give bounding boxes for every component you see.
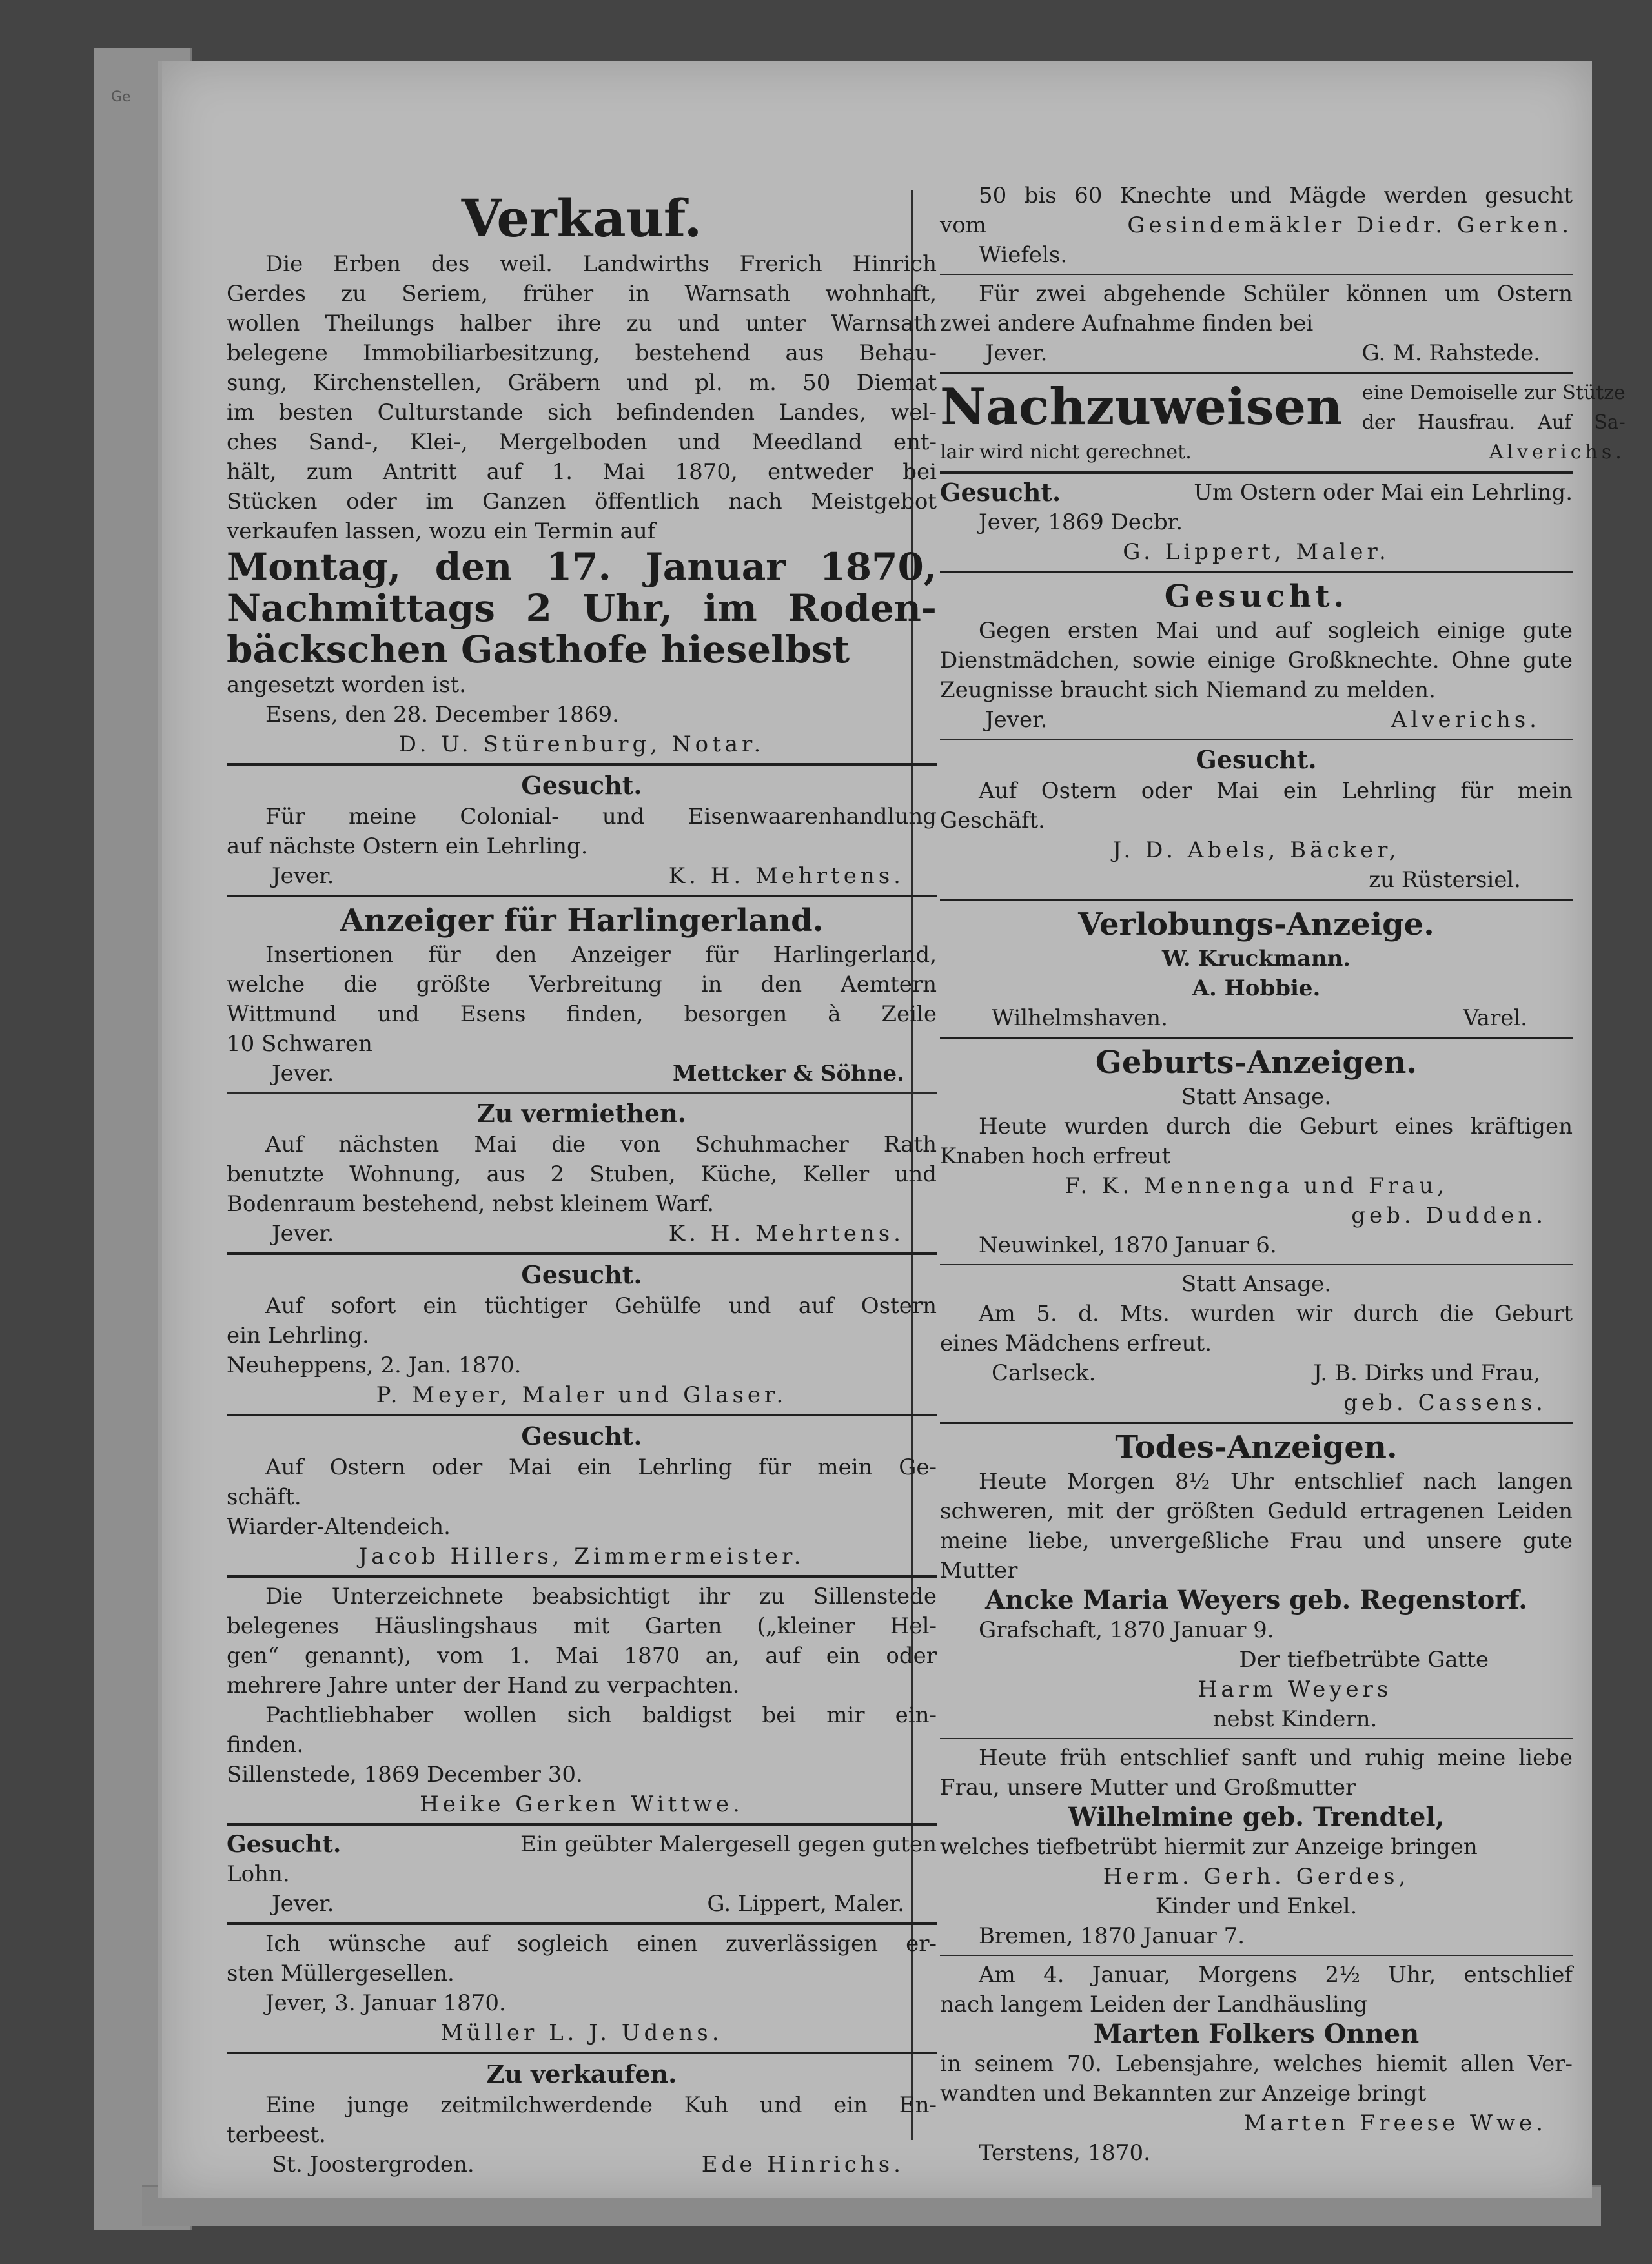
ad-divider — [227, 2052, 937, 2054]
ad-text-line — [940, 210, 1573, 240]
ad-text-line — [940, 478, 1573, 507]
ad-text-line — [227, 1830, 937, 1859]
ad-text-line: nach langem Leiden der Landhäusling — [940, 1992, 1368, 2017]
ad-signature: G. M. Rahstede. — [1361, 340, 1540, 366]
ad-tod-2 — [940, 1743, 1573, 1951]
ad-vermiethen — [227, 1097, 937, 1249]
ad-signature: geb. Cassens. — [1343, 1390, 1547, 1416]
ad-place: Carlseck. — [992, 1360, 1096, 1386]
ad-text-line: 10 Schwaren — [227, 1031, 372, 1057]
ad-knechte — [940, 181, 1573, 270]
ad-signature-row — [940, 1003, 1573, 1033]
ad-divider — [940, 1422, 1573, 1424]
ad-title: Zu vermiethen. — [477, 1099, 686, 1128]
ad-schueler — [940, 279, 1573, 368]
ad-text-line: Eine junge zeitmilchwerdende Kuh und ein En- — [265, 2092, 937, 2118]
ad-signature-row — [940, 338, 1573, 368]
ad-text-line: Knaben hoch erfreut — [940, 1143, 1171, 1169]
ad-statt: Statt Ansage. — [1181, 1084, 1332, 1110]
ad-nachzuweisen — [940, 378, 1626, 467]
ad-title: Gesucht. — [940, 478, 1061, 507]
ad-divider — [940, 471, 1573, 474]
ad-place-date: Terstens, 1870. — [979, 2140, 1150, 2166]
ad-muellergesell — [227, 1929, 937, 2048]
ad-text-line: Gerdes zu Seriem, früher in Warnsath wohnhaft, — [227, 281, 937, 307]
ad-signature-row — [940, 1358, 1573, 1388]
ad-text-line: eines Mädchens erfreut. — [940, 1331, 1212, 1356]
ad-text-line: Auf Ostern oder Mai ein Lehrling für mein Ge- — [265, 1454, 937, 1480]
ad-divider — [940, 899, 1573, 901]
ad-text-line: Wittmund und Esens finden, besorgen à Zeile — [227, 1001, 937, 1027]
ad-text-line: im besten Culturstande sich befindenden Landes, wel- — [227, 400, 937, 425]
ad-text-line: Mutter — [940, 1558, 1018, 1584]
ad-place: Jever. — [272, 1221, 334, 1247]
ad-gesucht-colonial — [227, 770, 937, 891]
ad-text-line: Ich wünsche auf sogleich einen zuverlässigen er- — [265, 1931, 937, 1957]
ad-text-line: schweren, mit der größten Geduld ertragenen Leiden — [940, 1498, 1573, 1524]
ad-title: Verlobungs-Anzeige. — [1078, 906, 1434, 943]
ad-place: Jever. — [272, 1061, 334, 1086]
ad-place-date: Jever, 3. Januar 1870. — [265, 1990, 506, 2016]
ad-tod-3 — [940, 1960, 1573, 2168]
ad-title: Anzeiger für Harlingerland. — [340, 903, 824, 939]
ad-signature: Kinder und Enkel. — [1155, 1893, 1358, 1919]
ad-gesucht-gehuelfe — [227, 1259, 937, 1410]
ad-signature: Marten Freese Wwe. — [1243, 2110, 1547, 2136]
ad-divider — [940, 1955, 1573, 1956]
ad-signature: Harm Weyers — [1198, 1677, 1392, 1702]
ad-place-date: Neuheppens, 2. Jan. 1870. — [227, 1352, 522, 1378]
ad-divider — [227, 1922, 937, 1925]
ad-divider — [227, 895, 937, 897]
ad-text-line: Heute Morgen 8½ Uhr entschlief nach langen — [979, 1469, 1573, 1494]
ad-text-line: Bodenraum bestehend, nebst kleinem Warf. — [227, 1191, 715, 1217]
ad-text-line: Für meine Colonial- und Eisenwaarenhandlung — [265, 804, 937, 830]
ad-text-line: wollen Theilungs halber ihre zu und unter Warnsath — [227, 311, 937, 336]
ad-signature: G. Lippert, Maler. — [1123, 539, 1390, 565]
ad-signature: nebst Kindern. — [1212, 1706, 1378, 1732]
ad-place-date: Jever, 1869 Decbr. — [979, 509, 1183, 535]
ad-name: A. Hobbie. — [1192, 975, 1321, 1001]
ad-text-line: belegene Immobiliarbesitzung, bestehend aus Behau- — [227, 340, 937, 366]
ad-signature-row — [227, 1059, 937, 1088]
ad-place: St. Joostergroden. — [272, 2152, 474, 2177]
ad-text-line: meine liebe, unvergeßliche Frau und unsere gute — [940, 1528, 1573, 1554]
ad-signature: Alverichs. — [1489, 441, 1626, 464]
ad-title: Gesucht. — [521, 1422, 642, 1451]
ad-place-date: Esens, den 28. December 1869. — [265, 702, 619, 728]
ad-text-line: Heute früh entschlief sanft und ruhig meine liebe — [979, 1745, 1573, 1771]
ad-signature: Mettcker & Söhne. — [673, 1061, 904, 1086]
ad-gesucht-malergesell — [227, 1830, 937, 1919]
ad-place: Jever. — [985, 707, 1048, 733]
ad-text-line: Zeugnisse braucht sich Niemand zu melden. — [940, 677, 1436, 703]
ad-name: Wilhelmine geb. Trendtel, — [1068, 1802, 1445, 1832]
ad-geburt-2 — [940, 1269, 1573, 1418]
ad-divider — [940, 1738, 1573, 1739]
ad-title: Gesucht. — [521, 1260, 642, 1289]
ad-pacht — [227, 1582, 937, 1819]
ad-text-line: Heute wurden durch die Geburt eines kräftigen — [979, 1114, 1573, 1139]
ad-divider — [940, 274, 1573, 275]
ad-text-line: mehrere Jahre unter der Hand zu verpachten. — [227, 1673, 740, 1698]
ad-divider — [940, 1037, 1573, 1039]
ad-text-line: Geschäft. — [940, 808, 1045, 833]
ad-signature: J. D. Abels, Bäcker, — [1112, 837, 1400, 863]
ad-divider — [227, 1252, 937, 1255]
ad-text-line: der Hausfrau. Auf Sa- — [1361, 411, 1626, 434]
ad-text: Um Ostern oder Mai ein Lehrling. — [1194, 480, 1573, 505]
ad-text-line: welches tiefbetrübt hiermit zur Anzeige bringen — [940, 1834, 1478, 1860]
ad-signature: Jacob Hillers, Zimmermeister. — [358, 1544, 805, 1569]
ad-title: Gesucht. — [521, 771, 642, 800]
ad-text-line: auf nächste Ostern ein Lehrling. — [227, 833, 588, 859]
ad-text-line: wandten und Bekannten zur Anzeige bringt — [940, 2081, 1427, 2106]
ad-text-line: Die Unterzeichnete beabsichtigt ihr zu Sillenstede — [265, 1584, 937, 1609]
ad-signature: Heike Gerken Wittwe. — [420, 1791, 744, 1817]
ad-title: Zu verkaufen. — [486, 2059, 677, 2088]
ad-gesucht-dienstmaedchen — [940, 577, 1573, 735]
ad-text-line: sung, Kirchenstellen, Gräbern und pl. m. 50 Diemat — [227, 370, 937, 396]
ad-place-date: Grafschaft, 1870 Januar 9. — [979, 1617, 1274, 1643]
ad-divider — [227, 1575, 937, 1578]
ad-text-line: 50 bis 60 Knechte und Mägde werden gesucht — [979, 183, 1573, 209]
ad-divider — [940, 571, 1573, 573]
ad-place-date: Neuwinkel, 1870 Januar 6. — [979, 1232, 1277, 1258]
ad-text-line: zwei andere Aufnahme finden bei — [940, 311, 1314, 336]
ad-text: Ein geübter Malergesell gegen guten — [520, 1831, 937, 1857]
ad-text-line: Die Erben des weil. Landwirths Frerich Hinrich — [265, 251, 937, 277]
ad-text-line: Für zwei abgehende Schüler können um Ostern — [979, 281, 1573, 307]
ad-title: Todes-Anzeigen. — [1115, 1429, 1398, 1465]
ad-verkauf — [227, 187, 937, 759]
ad-anzeiger — [227, 901, 937, 1088]
ad-divider — [227, 763, 937, 766]
ad-divider — [227, 1414, 937, 1416]
ad-place: Wiarder-Altendeich. — [227, 1514, 451, 1540]
ad-verlobung — [940, 905, 1573, 1033]
ad-divider — [940, 372, 1573, 374]
ad-text-line: Frau, unsere Mutter und Großmutter — [940, 1775, 1356, 1800]
ad-text-line: benutzte Wohnung, aus 2 Stuben, Küche, Keller und — [227, 1161, 937, 1187]
ad-divider — [940, 1264, 1573, 1265]
ad-text-line: gen“ genannt), vom 1. Mai 1870 an, auf ein oder — [227, 1643, 937, 1669]
ad-text-line: Gegen ersten Mai und auf sogleich einige gute — [979, 618, 1573, 644]
ad-text-line: Am 5. d. Mts. wurden wir durch die Geburt — [979, 1301, 1573, 1327]
left-column — [227, 61, 937, 2179]
ad-text-line: Stücken oder im Ganzen öffentlich nach Meistgebot — [227, 489, 937, 515]
ad-text-line: Am 4. Januar, Morgens 2½ Uhr, entschlief — [979, 1962, 1573, 1988]
ad-text-line: lair wird nicht gerechnet. — [940, 441, 1192, 464]
ad-name: W. Kruckmann. — [1161, 946, 1351, 972]
ad-place: Jever. — [985, 340, 1048, 366]
ad-signature: geb. Dudden. — [1351, 1203, 1547, 1229]
ad-signature: Der tiefbetrübte Gatte — [1239, 1647, 1489, 1673]
ad-signature: Alverichs. — [1391, 707, 1540, 733]
ad-date-line: Nachmittags 2 Uhr, im Roden- — [227, 586, 937, 630]
ad-text-line: welche die größte Verbreitung in den Aemtern — [227, 972, 937, 997]
ad-signature-row — [940, 705, 1573, 735]
ad-divider — [940, 739, 1573, 740]
ad-signature: K. H. Mehrtens. — [668, 863, 904, 889]
ad-geburt-1 — [940, 1043, 1573, 1260]
ad-divider — [227, 1092, 937, 1094]
ad-tod-1 — [940, 1428, 1573, 1734]
ad-text-line: ein Lehrling. — [227, 1323, 369, 1349]
ad-place: Wiefels. — [979, 242, 1068, 268]
ad-text-line: hält, zum Antritt auf 1. Mai 1870, entweder bei — [227, 459, 937, 485]
ad-text-line: eine Demoiselle zur Stütze — [1361, 382, 1626, 404]
ad-signature-row — [227, 2150, 937, 2179]
ad-signature: zu Rüstersiel. — [1369, 867, 1521, 893]
ad-text-line: angesetzt worden ist. — [227, 672, 466, 698]
ad-text-line: Insertionen für den Anzeiger für Harlingerland, — [265, 942, 937, 968]
ad-title: Geburts-Anzeigen. — [1095, 1045, 1418, 1081]
ad-signature-row — [227, 1219, 937, 1249]
ad-place-date: Sillenstede, 1869 December 30. — [227, 1762, 583, 1788]
ad-signature-row — [227, 861, 937, 891]
ad-title: Gesucht. — [1164, 578, 1349, 615]
ad-title: Verkauf. — [461, 188, 702, 249]
ad-statt: Statt Ansage. — [1181, 1271, 1332, 1297]
ad-text: vom — [940, 212, 986, 238]
ad-signature: Müller L. J. Udens. — [440, 2020, 723, 2046]
ad-date-line: bäckschen Gasthofe hieselbst — [227, 627, 850, 671]
ad-text-line: Lohn. — [227, 1861, 290, 1887]
right-column — [940, 61, 1626, 2168]
ad-title: Gesucht. — [227, 1831, 342, 1858]
ad-text-line: ches Sand-, Klei-, Mergelboden und Meedland ent- — [227, 429, 937, 455]
ad-gesucht-lehrling-maler — [940, 478, 1573, 567]
ad-gesucht-baecker — [940, 744, 1573, 895]
ad-name: Ancke Maria Weyers geb. Regenstorf. — [984, 1585, 1528, 1615]
ad-place: Jever. — [272, 863, 334, 889]
ad-signature-row — [227, 1889, 937, 1919]
ad-text-line: Auf nächsten Mai die von Schuhmacher Rath — [265, 1132, 937, 1157]
ad-signature: Ede Hinrichs. — [701, 2152, 904, 2177]
ad-place: Varel. — [1463, 1005, 1527, 1031]
ad-signature: K. H. Mehrtens. — [668, 1221, 904, 1247]
ad-text-line: sten Müllergesellen. — [227, 1961, 454, 1986]
ad-signature: Herm. Gerh. Gerdes, — [1103, 1864, 1410, 1890]
ad-zu-verkaufen — [227, 2058, 937, 2179]
ad-text-line: schäft. — [227, 1484, 301, 1510]
ad-text-line: finden. — [227, 1732, 304, 1758]
ad-text-line: terbeest. — [227, 2122, 326, 2148]
ad-divider — [227, 1823, 937, 1826]
page-edge-label: Ge — [111, 89, 131, 105]
ad-text-line: Pachtliebhaber wollen sich baldigst bei mir ein- — [265, 1702, 937, 1728]
ad-title: Gesucht. — [1196, 745, 1317, 774]
ad-signature: J. B. Dirks und Frau, — [1313, 1360, 1540, 1386]
ad-place-date: Bremen, 1870 Januar 7. — [979, 1923, 1245, 1949]
ad-text-line: belegenes Häuslingshaus mit Garten („kleiner Hel- — [227, 1613, 937, 1639]
ad-signature: F. K. Mennenga und Frau, — [1065, 1173, 1448, 1199]
ad-signature: G. Lippert, Maler. — [707, 1891, 904, 1917]
ad-text-line: in seinem 70. Lebensjahre, welches hiemit allen Ver- — [940, 2051, 1573, 2077]
ad-text-line: verkaufen lassen, wozu ein Termin auf — [227, 518, 656, 544]
ad-place: Wilhelmshaven. — [992, 1005, 1168, 1031]
ad-signature: P. Meyer, Maler und Glaser. — [376, 1382, 788, 1408]
ad-signature: Gesindemäkler Diedr. Gerken. — [1127, 212, 1573, 238]
ad-title: Nachzuweisen — [940, 378, 1343, 436]
ad-text-line: Auf Ostern oder Mai ein Lehrling für mein — [979, 778, 1573, 804]
ad-text-line: Auf sofort ein tüchtiger Gehülfe und auf Ostern — [265, 1293, 937, 1319]
ad-gesucht-lehrling — [227, 1420, 937, 1571]
ad-text-line: Dienstmädchen, sowie einige Großknechte. Ohne gute — [940, 648, 1573, 673]
ad-name: Marten Folkers Onnen — [1093, 2019, 1420, 2049]
ad-place: Jever. — [272, 1891, 334, 1917]
ad-signature: D. U. Stürenburg, Notar. — [398, 731, 765, 757]
newspaper-page — [158, 61, 1626, 2198]
ad-date-line: Montag, den 17. Januar 1870, — [227, 545, 937, 589]
